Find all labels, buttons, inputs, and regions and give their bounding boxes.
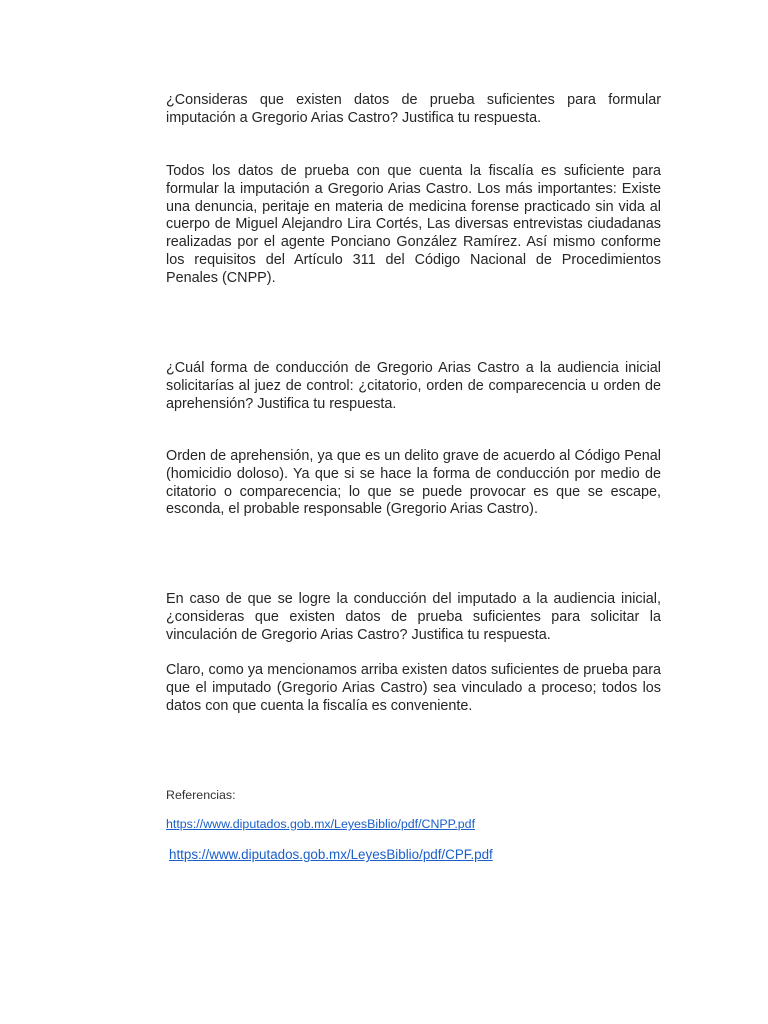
reference-link-cpf[interactable]: https://www.diputados.gob.mx/LeyesBiblio/pdf/CPF.pdf xyxy=(169,847,493,862)
answer-1: Todos los datos de prueba con que cuenta la fiscalía es suficiente para formular la imputación a Gregorio Arias Castro. Los más importantes: Existe una denuncia, peritaje en materia de medicina forense practicado sin vida al cuerpo de Miguel Alejandro Lira Cortés, Las diversas entrevistas ciudadanas realizadas por el agente Ponciano González Ramírez. Así mismo conforme los requisitos del Artículo 311 del Código Nacional de Procedimientos Penales (CNPP). xyxy=(166,163,661,286)
references-label: Referencias: xyxy=(166,788,236,802)
question-1: ¿Consideras que existen datos de prueba suficientes para formular imputación a Gregorio Arias Castro? Justifica tu respuesta. xyxy=(166,92,661,126)
question-3: En caso de que se logre la conducción del imputado a la audiencia inicial, ¿consideras que existen datos de prueba suficientes para solicitar la vinculación de Gregorio Arias Castro? Justifica tu respuesta. xyxy=(166,591,661,643)
answer-2: Orden de aprehensión, ya que es un delito grave de acuerdo al Código Penal (homicidio doloso). Ya que si se hace la forma de conducción por medio de citatorio o comparecencia; lo que se puede provocar es que se escape, esconda, el probable responsable (Gregorio Arias Castro). xyxy=(166,448,661,518)
answer-3: Claro, como ya mencionamos arriba existen datos suficientes de prueba para que el imputado (Gregorio Arias Castro) sea vinculado a proceso; todos los datos con que cuenta la fiscalía es conveniente. xyxy=(166,662,661,714)
question-2: ¿Cuál forma de conducción de Gregorio Arias Castro a la audiencia inicial solicitarías al juez de control: ¿citatorio, orden de comparecencia u orden de aprehensión? Justifica tu respuesta. xyxy=(166,360,661,412)
reference-link-cnpp[interactable]: https://www.diputados.gob.mx/LeyesBiblio/pdf/CNPP.pdf xyxy=(166,817,476,831)
